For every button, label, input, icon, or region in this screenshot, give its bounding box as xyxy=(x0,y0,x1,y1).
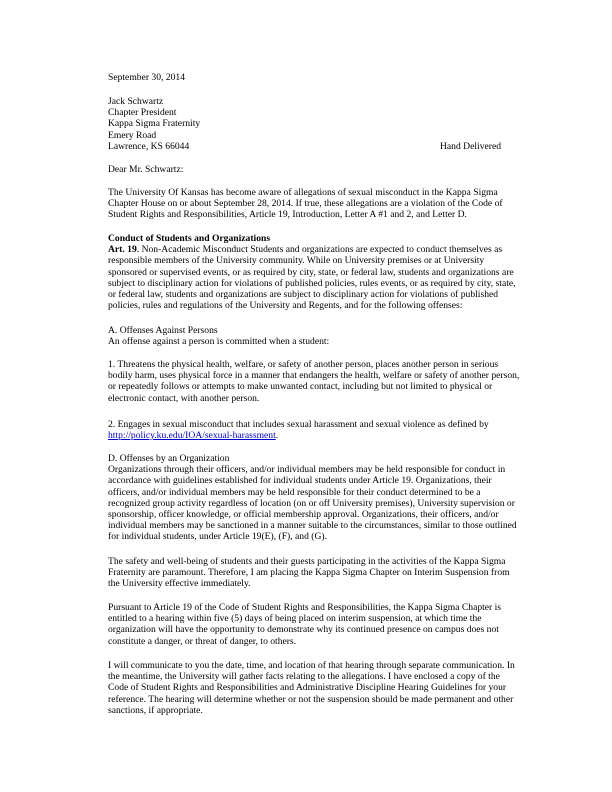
section-a-item-2 xyxy=(108,419,522,441)
salutation: Dear Mr. Schwartz: xyxy=(108,164,184,175)
conduct-section xyxy=(108,233,522,311)
section-d-body: Organizations through their officers, and/or individual members may be held responsible for conduct in accordance with guidelines established for individual students under Article 19. Organizations, their officers, and/or individual members may be held responsible for their conduct determined to be a recognized group activity regardless of location (on or off University premises), University supervision or sponsorship, officer knowledge, or official membership approval. Organizations, their officers, and/or individual members may be sanctioned in a manner suitable to the circumstances, similar to those outlined for individual students, under Article 19(E), (F), and (G). xyxy=(108,464,517,543)
paragraph-communication: I will communicate to you the date, time, and location of that hearing through separate communication. In the meantime, the University will gather facts relating to the allegations. I have enclosed a copy of the Code of Student Rights and Responsibilities and Administrative Discipline Hearing Guidelines for your reference. The hearing will determine whether or not the suspension should be made permanent and other sanctions, if appropriate. xyxy=(108,660,515,716)
section-a-item-1: 1. Threatens the physical health, welfare, or safety of another person, places another person in serious bodily harm, uses physical force in a manner that endangers the health, welfare or safety of another person, or repeatedly follows or attempts to make unwanted contact, including but not limited to physical or electronic contact, with another person. xyxy=(108,359,520,404)
letter-date: September 30, 2014 xyxy=(108,72,186,83)
section-a xyxy=(108,325,522,347)
section-d-heading: D. Offenses by an Organization xyxy=(108,453,230,464)
address-line-title: Chapter President xyxy=(108,107,177,119)
section-d xyxy=(108,453,522,543)
paragraph-interim-suspension: The safety and well-being of students and their guests participating in the activities of the Kappa Sigma Fraternity are paramount. Therefore, I am placing the Kappa Sigma Chapter on Interim Suspension from the University effective immediately. xyxy=(108,556,510,590)
item-2-text: 2. Engages in sexual misconduct that includes sexual harassment and sexual violence as defined by xyxy=(108,419,489,430)
sexual-harassment-policy-link[interactable]: http://policy.ku.edu/IOA/sexual-harassment xyxy=(108,430,276,442)
article-label: Art. 19 xyxy=(108,244,137,256)
section-a-heading: A. Offenses Against Persons xyxy=(108,325,218,336)
conduct-body xyxy=(108,244,522,311)
item-2-period: . xyxy=(275,430,279,442)
address-line-city: Lawrence, KS 66044 xyxy=(108,140,190,152)
delivery-method: Hand Delivered xyxy=(440,141,502,152)
paragraph-allegations: The University Of Kansas has become aware of allegations of sexual misconduct in the Kappa Sigma Chapter House on or about September 28, 2014. If true, these allegations are a violation of the Code of Student Rights and Responsibilities, Article 19, Introduction, Letter A #1 and 2, and Letter D. xyxy=(108,187,503,221)
address-line-name: Jack Schwartz xyxy=(108,96,164,107)
conduct-heading: Conduct of Students and Organizations xyxy=(108,233,271,244)
section-a-intro: An offense against a person is committed when a student: xyxy=(108,336,330,348)
address-line-organization: Kappa Sigma Fraternity xyxy=(108,118,201,130)
paragraph-hearing-rights: Pursuant to Article 19 of the Code of Student Rights and Responsibilities, the Kappa Sigma Chapter is entitled to a hearing within five (5) days of being placed on interim suspension, at which time the organization will have the opportunity to demonstrate why its continued presence on campus does not constitute a danger, or threat of danger, to others. xyxy=(108,602,502,647)
conduct-text: . Non-Academic Misconduct Students and organizations are expected to conduct themselves as responsible members of the University community. While on University premises or at University sponsored or supervised events, or as required by city, state, or federal law, students and organizations are subject to disciplinary action for violations of published policies, rules events, or as required by city, state, or federal law, students and organizations are subject to disciplinary action for violations of published policies, rules and regulations of the University and Regents, and for the following offenses: xyxy=(108,244,516,312)
address-line-street: Emery Road xyxy=(108,129,157,141)
